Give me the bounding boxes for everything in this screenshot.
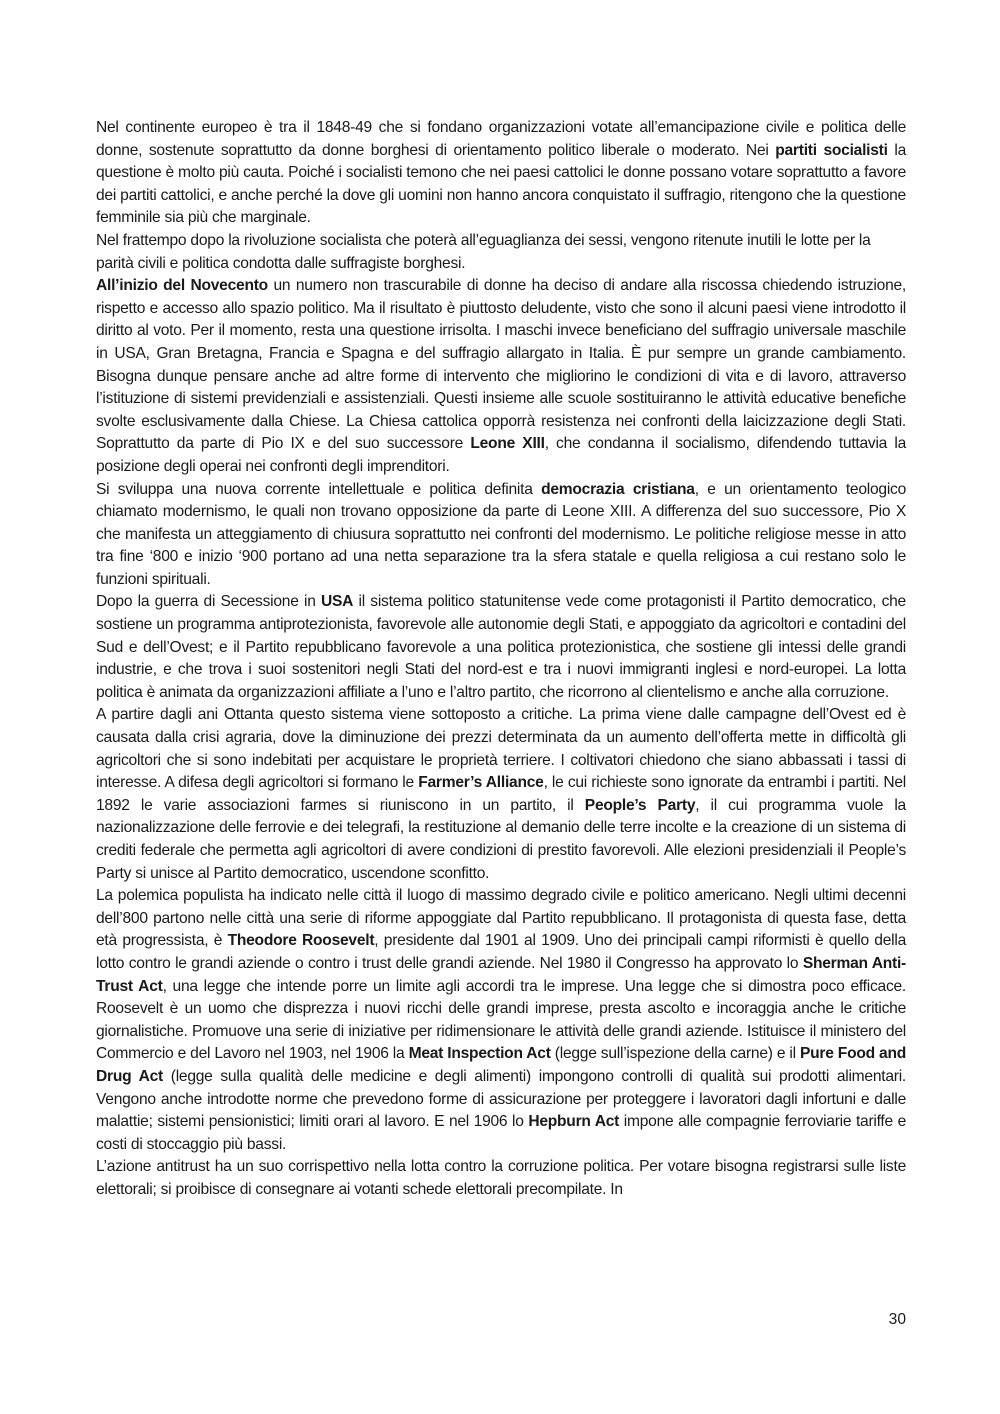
bold-term: Theodore Roosevelt — [227, 932, 375, 950]
text-run: (legge sulla qualità delle medicine e degli alimenti) impongono controlli di qualità sui prodotti alimentari. Vengono anche introdotte norme che prevedono forme di assicurazione per proteggere i lavoratori dagli infortuni e dalle malattie; sistemi pensionistici; limiti orari al lavoro. E nel 1906 lo — [96, 1067, 906, 1131]
page-number: 30 — [888, 1311, 906, 1328]
text-run: L’azione antitrust ha un suo corrispettivo nella lotta contro la corruzione politica. Per votare bisogna registrarsi sulle liste elettorali; si proibisce di consegnare ai votanti schede elettorali precompilate. In — [96, 1158, 906, 1198]
text-run: il sistema politico statunitense vede come protagonisti il Partito democratico, che sostiene un programma antiprotezionista, favorevole alle autonomie degli Stati, e appoggiato da agricoltori e contadini del Sud e dell’Ovest; e il Partito repubblicano favorevole a una politica protezionistica, che sostiene gli intessi delle grandi industrie, e che trova i suoi sostenitori negli Stati del nord-est e tra i nuovi immigranti inglesi e nord-europei. La lotta politica è animata da organizzazioni affiliate a l’uno e l’altro partito, che ricorrono al clientelismo e anche alla corruzione. — [96, 593, 906, 701]
paragraph — [96, 117, 906, 230]
bold-term: Leone XIII — [470, 435, 545, 453]
bold-term: democrazia cristiana — [541, 480, 695, 498]
bold-term: USA — [320, 593, 354, 611]
bold-term: Sherman Anti-Trust Act — [96, 954, 906, 995]
bold-term: People’s Party — [584, 796, 696, 814]
paragraph — [96, 230, 906, 275]
text-run: , una legge che intende porre un limite agli accordi tra le imprese. Una legge che si dimostra poco efficace. Roosevelt è un uomo che disprezza i nuovi ricchi delle grandi imprese, presta ascolto e incoraggia anche le critiche giornalistiche. Promuove una serie di iniziative per ridimensionare le attività delle grandi aziende. Istituisce il ministero del Commercio e del Lavoro nel 1903, nel 1906 la — [96, 977, 906, 1063]
text-run: , le cui richieste sono ignorate da entrambi i partiti. Nel 1892 le varie associazioni farmes si riuniscono in un partito, il — [96, 774, 906, 814]
page-body — [96, 117, 906, 1202]
bold-term: Meat Inspection Act — [408, 1045, 551, 1063]
bold-term: Pure Food and Drug Act — [96, 1045, 907, 1085]
text-run: , presidente dal 1901 al 1909. Uno dei principali campi riformisti è quello della lotto contro le grandi aziende o contro i trust delle grandi aziende. Nel 1980 il Congresso ha approvato lo — [96, 932, 906, 972]
paragraph — [96, 479, 906, 592]
text-run: la questione è molto più cauta. Poiché i socialisti temono che nei paesi cattolici le donne possano votare soprattutto a favore dei partiti cattolici, e anche perché la dove gli uomini non hanno ancora conquistato il suffragio, ritengono che la questione femminile sia più che marginale. — [96, 141, 906, 227]
bold-term: partiti socialisti — [775, 141, 888, 159]
text-run: Nel frattempo dopo la rivoluzione socialista che poterà all’eguaglianza dei sessi, vengono ritenute inutili le lotte per la parità civili e politica condotta dalle suffragiste borghesi. — [96, 231, 871, 272]
text-run: Si sviluppa una nuova corrente intellettuale e politica definita — [96, 480, 542, 498]
bold-term: Hepburn Act — [528, 1113, 620, 1131]
text-run: , che condanna il socialismo, difendendo tuttavia la posizione degli operai nei confronti degli imprenditori. — [96, 435, 907, 475]
text-run: impone alle compagnie ferroviarie tariffe e costi di stoccaggio più bassi. — [96, 1113, 906, 1153]
paragraph — [96, 885, 906, 1156]
paragraph — [96, 704, 906, 885]
bold-term: Farmer’s Alliance — [418, 774, 544, 792]
text-run: La polemica populista ha indicato nelle città il luogo di massimo degrado civile e politico americano. Negli ultimi decenni dell’800 partono nelle città una serie di riforme appoggiate dal Partito repubblicano. Il protagonista di questa fase, detta età progressista, è — [96, 887, 906, 950]
text-run: A partire dagli ani Ottanta questo sistema viene sottoposto a critiche. La prima viene dalle campagne dell’Ovest ed è causata dalla crisi agraria, dove la diminuzione dei prezzi determinata da un aumento dell’offerta mette in difficoltà gli agricoltori che si sono indebitati per acquistare le proprietà terriere. I coltivatori chiedono che siano abbassati i tassi di interesse. A difesa degli agricoltori si formano le — [96, 706, 906, 792]
text-run: (legge sull’ispezione della carne) e il — [550, 1045, 800, 1063]
text-run: un numero non trascurabile di donne ha deciso di andare alla riscossa chiedendo istruzione, rispetto e accesso allo spazio politico. Ma il risultato è piuttosto deludente, visto che sono il alcuni paesi viene introdotto il diritto al voto. Per il momento, resta una questione irrisolta. I maschi invece beneficiano del suffragio universale maschile in USA, Gran Bretagna, Francia e Spagna e del suffragio allargato in Italia. È pur sempre un grande cambiamento. Bisogna dunque pensare anche ad altre forme di intervento che migliorino le condizioni di vita e di lavoro, attraverso l’istituzione di sistemi previdenziali e assistenziali. Questi insieme alle scuole sostituiranno le attività educative benefiche svolte esclusivamente dalla Chiese. La Chiesa cattolica opporrà resistenza nei confronti della laicizzazione degli Stati. Soprattutto da parte di Pio IX e del suo successore — [96, 277, 907, 453]
text-run: , il cui programma vuole la nazionalizzazione delle ferrovie e dei telegrafi, la restituzione al demanio delle terre incolte e la creazione di un sistema di crediti federale che permetta agli agricoltori di avere condizioni di prestito favorevoli. Alle elezioni presidenziali il People’s Party si unisce al Partito democratico, uscendone sconfitto. — [96, 796, 906, 882]
text-run: , e un orientamento teologico chiamato modernismo, le quali non trovano opposizione da parte di Leone XIII. A differenza del suo successore, Pio X che manifesta un atteggiamento di chiusura soprattutto nei confronti del modernismo. Le politiche religiose messe in atto tra fine ‘800 e inizio ‘900 portano ad una netta separazione tra la sfera statale e quella religiosa a cui restano solo le funzioni spirituali. — [96, 480, 907, 588]
paragraph — [96, 1156, 906, 1201]
paragraph — [96, 591, 906, 704]
paragraph — [96, 275, 906, 478]
text-run: Dopo la guerra di Secessione in — [96, 593, 321, 611]
bold-term: All’inizio del Novecento — [96, 277, 268, 295]
text-run: Nel continente europeo è tra il 1848-49 che si fondano organizzazioni votate all’emancipazione civile e politica delle donne, sostenute soprattutto da donne borghesi di orientamento politico liberale o moderato. Nei — [96, 119, 906, 159]
